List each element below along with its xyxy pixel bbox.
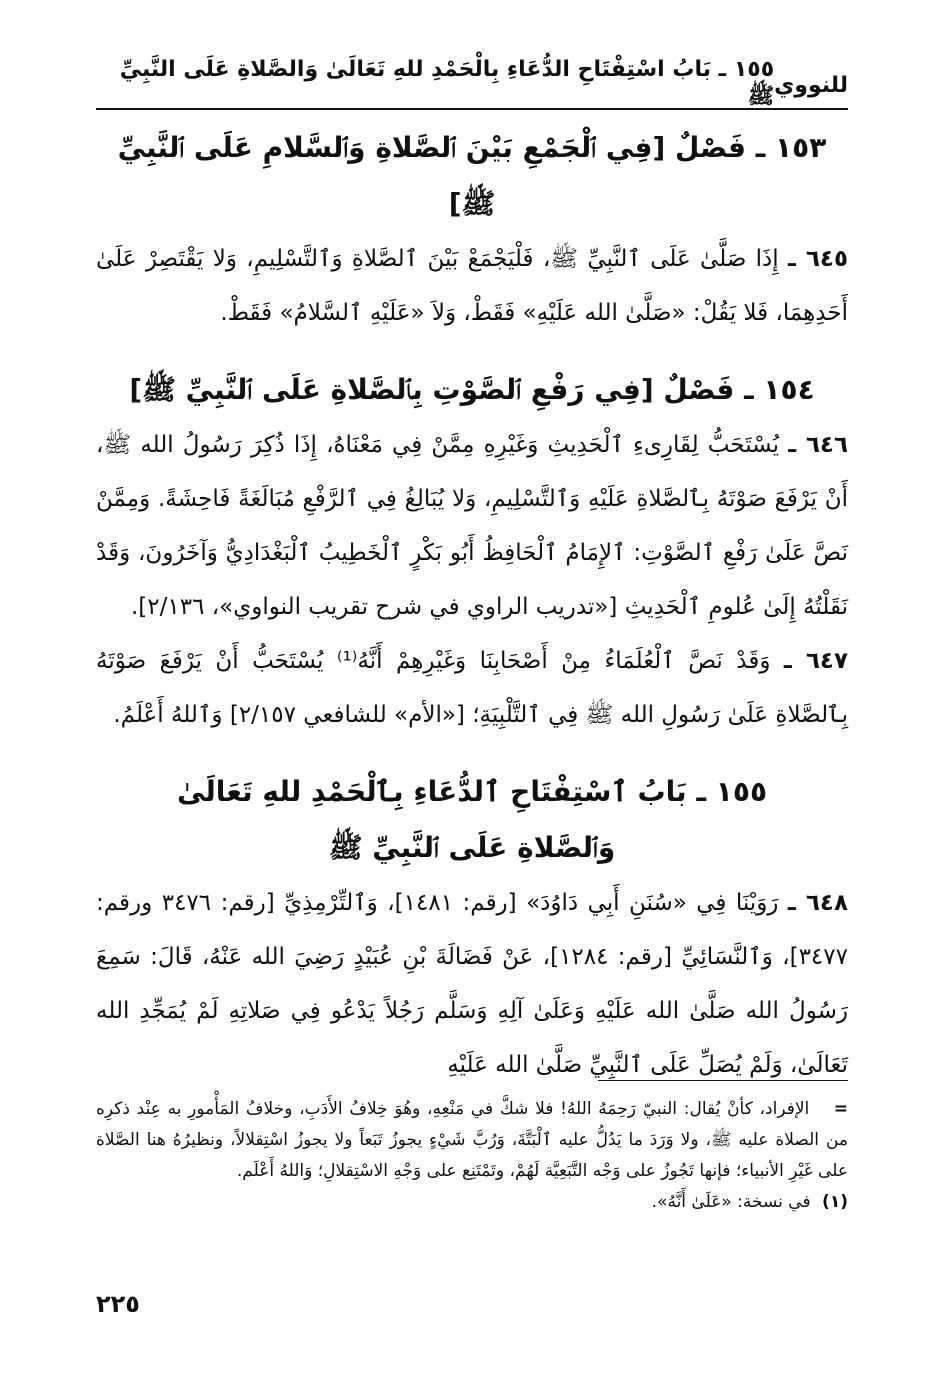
footnote-text: في نسخة: «عَلَىٰ أَنَّهُ». bbox=[651, 1192, 811, 1212]
paragraph-number: ٦٤٦ ـ bbox=[788, 432, 849, 458]
footnote-continuation bbox=[96, 1094, 848, 1187]
paragraph-645 bbox=[96, 232, 848, 340]
section-154-title: ١٥٤ ـ فَصْلٌ [فِي رَفْعِ ٱلصَّوْتِ بِٱلصَّلاةِ عَلَى ٱلنَّبِيِّ ﷺ] bbox=[129, 373, 815, 406]
main-text bbox=[96, 120, 848, 1092]
paragraph-text: وَقَدْ نَصَّ ٱلْعُلَمَاءُ مِنْ أَصْحَابِنَا وَغَيْرِهِمْ أَنَّهُ⁽¹⁾ يُسْتَحَبُّ أَنْ يَرْفَعَ صَوْتَهُ بِٱلصَّلاةِ عَلَىٰ رَسُولِ الله ﷺ فِي ٱلتَّلْبِيَةِ؛ [«الأم» للشافعي ٢/١٥٧] وَٱللهُ أَعْلَمُ. bbox=[96, 648, 848, 728]
paragraph-text: إِذَا صَلَّىٰ عَلَى ٱلنَّبِيِّ ﷺ، فَلْيَجْمَعْ بَيْنَ ٱلصَّلاةِ وَٱلتَّسْلِيمِ، وَلا يَقْتَصِرْ عَلَىٰ أَحَدِهِمَا، فَلا يَقُلْ: «صَلَّىٰ الله عَلَيْهِ» فَقَطْ، وَلاَ «عَلَيْهِ ٱلسَّلامُ» فَقَطْ. bbox=[96, 246, 848, 326]
chapter-155-title-line1: ١٥٥ ـ بَابُ ٱسْتِفْتَاحِ ٱلدُّعَاءِ بِٱلْحَمْدِ للهِ تَعَالَىٰ bbox=[176, 775, 768, 808]
footnote-marker: = bbox=[833, 1099, 848, 1119]
footnote-marker: (١) bbox=[822, 1192, 848, 1212]
running-header bbox=[96, 56, 848, 110]
page-number: ٢٢٥ bbox=[96, 1290, 140, 1318]
paragraph-number: ٦٤٥ ـ bbox=[788, 246, 848, 272]
paragraph-646 bbox=[96, 418, 848, 634]
footnote-divider bbox=[598, 1080, 848, 1081]
footnotes bbox=[96, 1094, 848, 1218]
chapter-155-title-line2: وَٱلصَّلاةِ عَلَى ٱلنَّبِيِّ ﷺ bbox=[328, 831, 616, 864]
paragraph-number: ٦٤٨ ـ bbox=[787, 890, 849, 916]
header-author: للنووي bbox=[774, 72, 848, 98]
section-153-title: ١٥٣ ـ فَصْلٌ [فِي ٱلْجَمْعِ بَيْنَ ٱلصَّلاةِ وَٱلسَّلامِ عَلَى ٱلنَّبِيِّ ﷺ] bbox=[117, 131, 827, 220]
footnote-text: الإفراد، كأنْ يُقال: النبيّ رَحِمَهُ اللهُ! فلا شكَّ في مَنْعِهِ، وهُوَ خِلافُ الأَدَبِ، وخلافُ المَأْمورِ به عِنْد ذكرِه من الصلاة عليه ﷺ، ولا وَرَدَ ما يَدُلُّ عليه ٱلْبَتَّةَ، وَرُبَّ شَيْءٍ يجوزُ تَبَعاً ولا يجوزُ اسْتِقلالاً، ونظيرُهُ هنا الصَّلاة على غَيْرِ الأنبياء؛ فإنها تَجُوزُ على وَجْه التَّبَعِيَّة لَهُمْ، وتَمْتَنِع على وَجْهِ الاسْتِقلالِ؛ وَاللهُ أَعْلَم. bbox=[96, 1099, 848, 1181]
paragraph-text: رَوَيْنَا فِي «سُنَنِ أَبِي دَاوُدَ» [رقم: ١٤٨١]، وَٱلتِّرْمِذِيِّ [رقم: ٣٤٧٦ ورقم: ٣٤٧٧]، وَٱلنَّسَائِيِّ [رقم: ١٢٨٤]، عَنْ فَضَالَةَ بْنِ عُبَيْدٍ رَضِيَ الله عَنْهُ، قَالَ: سَمِعَ رَسُولُ الله صَلَّىٰ الله عَلَيْهِ وَعَلَىٰ آلِهِ وَسَلَّم رَجُلاً يَدْعُو فِي صَلاتِهِ لَمْ يُمَجِّدِ الله تَعَالَىٰ، وَلَمْ يُصَلِّ عَلَى ٱلنَّبِيِّ صَلَّىٰ الله عَلَيْهِ bbox=[96, 890, 848, 1078]
paragraph-text: يُسْتَحَبُّ لِقَارِىءِ ٱلْحَدِيثِ وَغَيْرِهِ مِمَّنْ فِي مَعْنَاهُ، إِذَا ذُكِرَ رَسُولُ الله ﷺ، أَنْ يَرْفَعَ صَوْتَهُ بِٱلصَّلاةِ عَلَيْهِ وَٱلتَّسْلِيمِ، وَلا يُبَالِغُ فِي ٱلرَّفْعِ مُبَالَغَةً فَاحِشَةً. وَمِمَّنْ نَصَّ عَلَىٰ رَفْعِ ٱلصَّوْتِ: ٱلإِمَامُ ٱلْحَافِظُ أَبُو بَكْرٍ ٱلْخَطِيبُ ٱلْبَغْدَادِيُّ وَآخَرُونَ، وَقَدْ نَقَلْتُهُ إِلَىٰ عُلومِ ٱلْحَدِيثِ [«تدريب الراوي في شرح تقريب النواوي»، ٢/١٣٦]. bbox=[96, 432, 848, 620]
paragraph-647 bbox=[96, 634, 848, 742]
header-chapter-title: ١٥٥ ـ بَابُ اسْتِفْتَاحِ الدُّعَاءِ بِالْحَمْدِ للهِ تَعَالَىٰ وَالصَّلاةِ عَلَى النَّبِيِّ ﷺ bbox=[119, 56, 775, 109]
paragraph-648 bbox=[96, 876, 848, 1092]
footnote-1 bbox=[96, 1187, 848, 1218]
paragraph-number: ٦٤٧ ـ bbox=[783, 648, 849, 674]
